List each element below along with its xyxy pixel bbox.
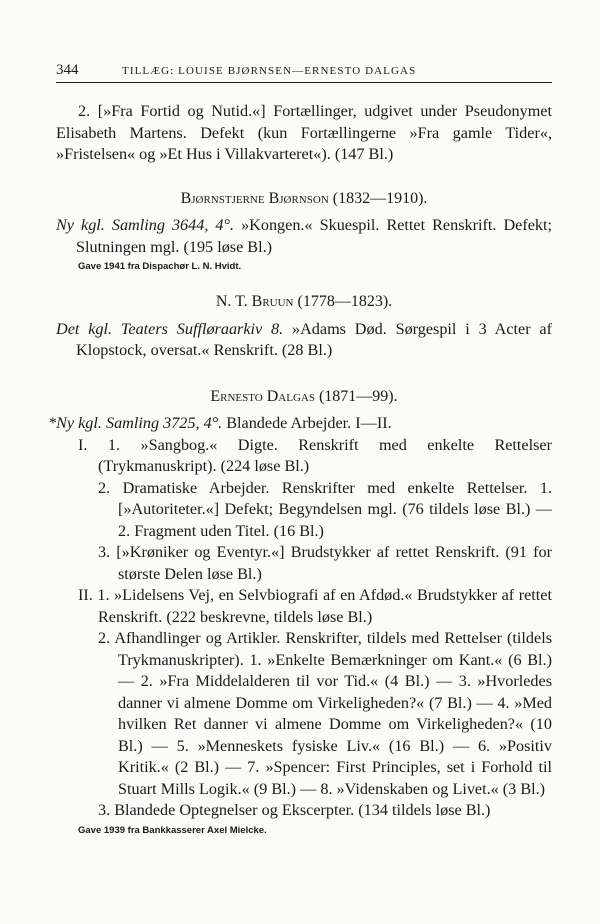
heading-bruun: N. T. Bruun (1778—1823). (215, 293, 393, 310)
item-II-1: II. 1. »Lidelsens Vej, en Selvbiografi af en Afdød.« Brudstykker af rettet Renskrift. (222 beskrevne, tildels løse Bl.) (78, 586, 552, 626)
gift-note: Gave 1941 fra Dispachør L. N. Hvidt. (78, 261, 242, 272)
shelfmark: Det kgl. Teaters Suffløraarkiv 8. (56, 319, 284, 338)
gift-note: Gave 1939 fra Bankkasserer Axel Mielcke. (78, 824, 267, 836)
heading-dalgas: Ernesto Dalgas (1871—99). (210, 387, 398, 405)
page (48, 62, 552, 837)
entry-text: »Adams Død. Sørgespil i 3 Acter af Klopstock, oversat.« Renskrift. (28 Bl.) (76, 319, 552, 359)
entry-bruun (56, 319, 552, 362)
heading-bjornson: Bjørnstjerne Bjørnson (1832—1910). (180, 189, 428, 207)
running-head (56, 62, 552, 83)
entry-bjornson (56, 215, 552, 258)
shelfmark: Ny kgl. Samling 3644, 4°. (56, 216, 235, 234)
item-II-3: 3. Blandede Optegnelser og Ekscerpter. (134 tildels løse Bl.) (98, 801, 491, 819)
item-II-2: 2. Afhandlinger og Artikler. Renskrifter, tildels med Rettelser (tildels Trykmanuskripter). 1. »Enkelte Bemærkninger om Kant.« (6 Bl.) — 2. »Fra Middelalderen til vor Tid.« (4 Bl.) — 3. »Hvorledes danner vi almene Domme om Virkeligheden?« (7 Bl.) — 4. »Med hvilken Ret danner vi almene Domme om Virkeligheden?« (10 Bl.) — 5. »Menneskets fysiske Liv.« (16 Bl.) — 6. »Positiv Kritik.« (2 Bl.) — 7. »Spencer: First Principles, set i Forhold til Stuart Mills Logik.« (9 Bl.) — 8. »Videnskaben og Livet.« (3 Bl.) (98, 629, 552, 798)
item-I-2: 2. Dramatiske Arbejder. Renskrifter med enkelte Rettelser. 1. [»Autoriteter.«] Defekt; Begyndelsen mgl. (76 tildels løse Bl.) — 2. Fragment uden Titel. (16 Bl.) (98, 478, 552, 540)
running-title: TILLÆG: LOUISE BJØRNSEN—ERNESTO DALGAS (122, 65, 417, 77)
page-number: 344 (56, 62, 79, 78)
shelfmark: *Ny kgl. Samling 3725, 4°. (48, 414, 223, 432)
item-I-3: 3. [»Krøniker og Eventyr.«] Brudstykker af rettet Renskrift. (91 for største Delen løse Bl.) (98, 543, 552, 583)
item-I-1: I. 1. »Sangbog.« Digte. Renskrift med enkelte Rettelser (Trykmanuskript). (224 løse Bl.) (78, 435, 552, 475)
entry-louise-2 (56, 101, 552, 166)
page-body (48, 101, 552, 837)
entry-text: »Kongen.« Skuespil. Rettet Renskrift. Defekt; Slutningen mgl. (195 løse Bl.) (76, 216, 552, 256)
entry-text: 2. [»Fra Fortid og Nutid.«] Fortællinger, udgivet under Pseudonymet Elisabeth Martens. Defekt (kun Fortællingerne »Fra gamle Tider«, »Fristelsen« og »Et Hus i Villakvarteret«). (147 Bl.) (56, 102, 552, 163)
entry-dalgas (48, 413, 552, 435)
entry-text: Blandede Arbejder. I—II. (222, 414, 392, 432)
